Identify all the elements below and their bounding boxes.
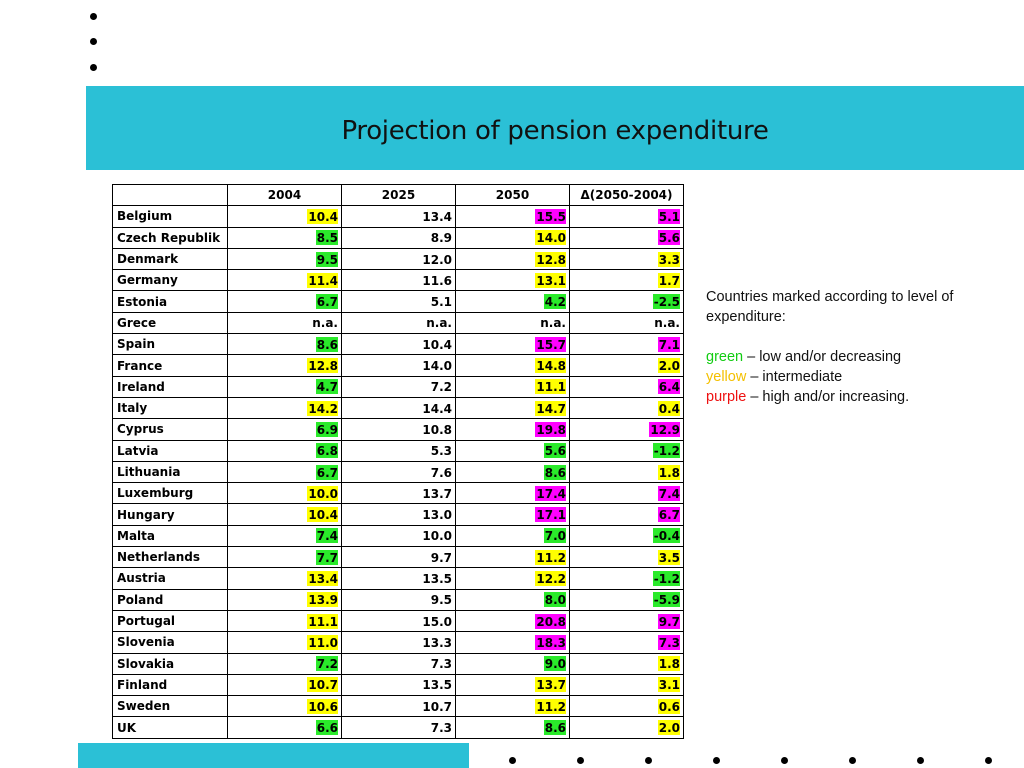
value-cell <box>570 227 684 248</box>
value-cell <box>228 696 342 717</box>
header-cell <box>113 185 228 206</box>
table-row <box>113 610 684 631</box>
country-cell: Grece <box>113 312 228 333</box>
bullet-dot <box>90 64 97 71</box>
value-cell <box>228 589 342 610</box>
value-cell <box>570 270 684 291</box>
bullet-dot <box>781 757 788 764</box>
highlighted-value: -1.2 <box>653 571 680 586</box>
value: 13.5 <box>422 678 452 693</box>
bullet-dot <box>509 757 516 764</box>
bullet-dot <box>917 757 924 764</box>
value-cell <box>228 547 342 568</box>
value: 7.6 <box>430 465 452 480</box>
value-cell <box>228 291 342 312</box>
highlighted-value: 0.4 <box>658 401 680 416</box>
highlighted-value: 13.1 <box>536 273 566 288</box>
value-cell <box>570 547 684 568</box>
highlighted-value: 12.2 <box>536 571 566 586</box>
value-cell <box>342 291 456 312</box>
value-cell <box>570 312 684 333</box>
highlighted-value: 10.4 <box>308 209 338 224</box>
value-cell <box>570 674 684 695</box>
highlighted-value: 10.0 <box>308 486 338 501</box>
highlighted-value: 1.7 <box>658 273 680 288</box>
value-cell <box>342 610 456 631</box>
highlighted-value: 17.1 <box>536 508 566 523</box>
table-row <box>113 717 684 738</box>
highlighted-value: 15.7 <box>536 337 566 352</box>
highlighted-value: 7.0 <box>544 529 566 544</box>
value-cell <box>228 270 342 291</box>
country-cell: Czech Republik <box>113 227 228 248</box>
highlighted-value: 9.5 <box>316 252 338 267</box>
value-cell <box>456 334 570 355</box>
table-row <box>113 227 684 248</box>
highlighted-value: 7.7 <box>316 550 338 565</box>
value-cell <box>342 397 456 418</box>
value-cell <box>456 610 570 631</box>
value: 7.2 <box>430 380 452 395</box>
value-cell <box>456 461 570 482</box>
table-row <box>113 547 684 568</box>
country-cell: Hungary <box>113 504 228 525</box>
value: 10.7 <box>422 699 452 714</box>
table-row <box>113 504 684 525</box>
bullet-dot <box>849 757 856 764</box>
value: n.a. <box>426 316 452 331</box>
highlighted-value: 18.3 <box>536 635 566 650</box>
highlighted-value: 11.1 <box>536 380 566 395</box>
header-cell: Δ(2050-2004) <box>570 185 684 206</box>
value-cell <box>456 696 570 717</box>
highlighted-value: 13.4 <box>308 571 338 586</box>
value: 15.0 <box>422 614 452 629</box>
highlighted-value: 11.2 <box>536 550 566 565</box>
value-cell <box>570 589 684 610</box>
value-cell <box>342 568 456 589</box>
country-cell: Sweden <box>113 696 228 717</box>
highlighted-value: 8.5 <box>316 231 338 246</box>
table-row <box>113 397 684 418</box>
header-cell: 2004 <box>228 185 342 206</box>
table-row <box>113 461 684 482</box>
table-row <box>113 248 684 269</box>
highlighted-value: 4.7 <box>316 380 338 395</box>
value-cell <box>228 717 342 738</box>
value-cell <box>228 227 342 248</box>
legend-color-word: green <box>706 349 744 365</box>
legend <box>706 287 986 407</box>
value-cell <box>228 419 342 440</box>
value-cell <box>228 461 342 482</box>
country-cell: Malta <box>113 525 228 546</box>
value-cell <box>228 674 342 695</box>
table-row <box>113 696 684 717</box>
value-cell <box>342 589 456 610</box>
highlighted-value: 14.2 <box>308 401 338 416</box>
value-cell <box>456 206 570 227</box>
country-cell: Denmark <box>113 248 228 269</box>
value-cell <box>456 355 570 376</box>
highlighted-value: 10.6 <box>308 699 338 714</box>
value-cell <box>456 674 570 695</box>
value-cell <box>456 291 570 312</box>
value: 14.4 <box>422 401 452 416</box>
table-row <box>113 525 684 546</box>
highlighted-value: 9.0 <box>544 657 566 672</box>
value-cell <box>570 525 684 546</box>
value-cell <box>456 525 570 546</box>
bullet-dot <box>90 13 97 20</box>
legend-description: – low and/or decreasing <box>743 349 902 365</box>
table-row <box>113 483 684 504</box>
value: 13.7 <box>422 486 452 501</box>
value-cell <box>570 610 684 631</box>
country-cell: Poland <box>113 589 228 610</box>
value-cell <box>456 419 570 440</box>
value-cell <box>228 376 342 397</box>
value: 8.9 <box>430 231 452 246</box>
highlighted-value: 3.3 <box>658 252 680 267</box>
value-cell <box>342 717 456 738</box>
country-cell: Ireland <box>113 376 228 397</box>
value-cell <box>570 568 684 589</box>
value-cell <box>342 355 456 376</box>
bullet-dot <box>985 757 992 764</box>
value-cell <box>342 674 456 695</box>
highlighted-value: 12.8 <box>308 359 338 374</box>
legend-item-yellow <box>706 367 986 387</box>
value-cell <box>570 461 684 482</box>
highlighted-value: 2.0 <box>658 359 680 374</box>
value-cell <box>570 440 684 461</box>
table-row <box>113 376 684 397</box>
value-cell <box>456 568 570 589</box>
value: 9.7 <box>430 550 452 565</box>
country-cell: Belgium <box>113 206 228 227</box>
highlighted-value: 15.5 <box>536 209 566 224</box>
value-cell <box>570 397 684 418</box>
value-cell <box>456 589 570 610</box>
table-row <box>113 589 684 610</box>
value: 14.0 <box>422 359 452 374</box>
highlighted-value: 8.0 <box>544 593 566 608</box>
highlighted-value: 5.1 <box>658 209 680 224</box>
value-cell <box>342 483 456 504</box>
highlighted-value: 6.7 <box>316 465 338 480</box>
value: 10.0 <box>422 529 452 544</box>
highlighted-value: 8.6 <box>544 721 566 736</box>
highlighted-value: 1.8 <box>658 657 680 672</box>
value-cell <box>570 483 684 504</box>
value-cell <box>228 568 342 589</box>
table-row <box>113 334 684 355</box>
country-cell: Slovakia <box>113 653 228 674</box>
country-cell: Austria <box>113 568 228 589</box>
pension-table <box>112 184 684 739</box>
highlighted-value: 12.9 <box>650 422 680 437</box>
highlighted-value: 6.6 <box>316 721 338 736</box>
highlighted-value: -0.4 <box>653 529 680 544</box>
value-cell <box>342 334 456 355</box>
highlighted-value: 14.7 <box>536 401 566 416</box>
country-cell: UK <box>113 717 228 738</box>
legend-color-word: yellow <box>706 369 747 385</box>
value: n.a. <box>654 316 680 331</box>
country-cell: Spain <box>113 334 228 355</box>
country-cell: Estonia <box>113 291 228 312</box>
header-cell: 2050 <box>456 185 570 206</box>
table-row <box>113 270 684 291</box>
value-cell <box>228 504 342 525</box>
value-cell <box>342 376 456 397</box>
highlighted-value: 14.8 <box>536 359 566 374</box>
highlighted-value: -1.2 <box>653 444 680 459</box>
bottom-band <box>78 743 469 768</box>
value-cell <box>570 355 684 376</box>
value-cell <box>456 653 570 674</box>
legend-item-green <box>706 347 986 367</box>
value: 13.3 <box>422 635 452 650</box>
value-cell <box>570 419 684 440</box>
value-cell <box>570 248 684 269</box>
country-cell: France <box>113 355 228 376</box>
country-cell: Cyprus <box>113 419 228 440</box>
country-cell: Lithuania <box>113 461 228 482</box>
value: 12.0 <box>422 252 452 267</box>
value-cell <box>570 632 684 653</box>
value: 5.3 <box>430 444 452 459</box>
value: 13.4 <box>422 209 452 224</box>
value-cell <box>342 227 456 248</box>
legend-spacer <box>706 327 986 347</box>
value-cell <box>570 376 684 397</box>
value-cell <box>228 610 342 631</box>
value-cell <box>456 717 570 738</box>
value-cell <box>342 312 456 333</box>
value-cell <box>570 504 684 525</box>
highlighted-value: 4.2 <box>544 295 566 310</box>
value-cell <box>342 206 456 227</box>
highlighted-value: 11.0 <box>308 635 338 650</box>
highlighted-value: 5.6 <box>658 231 680 246</box>
value-cell <box>228 440 342 461</box>
value: 7.3 <box>430 657 452 672</box>
value-cell <box>342 653 456 674</box>
highlighted-value: 7.1 <box>658 337 680 352</box>
header-cell: 2025 <box>342 185 456 206</box>
table-row <box>113 291 684 312</box>
highlighted-value: 7.2 <box>316 657 338 672</box>
value-cell <box>342 525 456 546</box>
value-cell <box>456 632 570 653</box>
country-cell: Latvia <box>113 440 228 461</box>
highlighted-value: 5.6 <box>544 444 566 459</box>
value-cell <box>342 461 456 482</box>
highlighted-value: 1.8 <box>658 465 680 480</box>
value-cell <box>228 483 342 504</box>
table-row <box>113 355 684 376</box>
value-cell <box>342 440 456 461</box>
value-cell <box>456 248 570 269</box>
highlighted-value: 9.7 <box>658 614 680 629</box>
table-body <box>113 206 684 738</box>
highlighted-value: 7.3 <box>658 635 680 650</box>
value: 13.5 <box>422 571 452 586</box>
highlighted-value: 6.8 <box>316 444 338 459</box>
highlighted-value: 6.4 <box>658 380 680 395</box>
bullet-dot <box>713 757 720 764</box>
highlighted-value: 7.4 <box>316 529 338 544</box>
value-cell <box>228 397 342 418</box>
value-cell <box>456 312 570 333</box>
value-cell <box>456 270 570 291</box>
highlighted-value: 11.1 <box>308 614 338 629</box>
value-cell <box>342 419 456 440</box>
value-cell <box>342 248 456 269</box>
highlighted-value: -2.5 <box>653 295 680 310</box>
value: n.a. <box>540 316 566 331</box>
value-cell <box>456 397 570 418</box>
value-cell <box>570 334 684 355</box>
highlighted-value: 20.8 <box>536 614 566 629</box>
country-cell: Luxemburg <box>113 483 228 504</box>
value: 10.4 <box>422 337 452 352</box>
value-cell <box>342 632 456 653</box>
value-cell <box>342 270 456 291</box>
legend-description: – high and/or increasing. <box>746 389 910 405</box>
value: 9.5 <box>430 593 452 608</box>
value-cell <box>228 525 342 546</box>
legend-intro: Countries marked according to level of expenditure: <box>706 289 954 325</box>
highlighted-value: 13.9 <box>308 593 338 608</box>
value-cell <box>342 504 456 525</box>
value: 13.0 <box>422 508 452 523</box>
value-cell <box>228 312 342 333</box>
value-cell <box>456 440 570 461</box>
highlighted-value: 11.2 <box>536 699 566 714</box>
legend-item-purple <box>706 387 986 407</box>
highlighted-value: 8.6 <box>316 337 338 352</box>
value-cell <box>456 483 570 504</box>
value-cell <box>228 653 342 674</box>
value-cell <box>570 206 684 227</box>
highlighted-value: 13.7 <box>536 678 566 693</box>
value-cell <box>456 547 570 568</box>
value-cell <box>228 248 342 269</box>
highlighted-value: 14.0 <box>536 231 566 246</box>
legend-color-word: purple <box>706 389 747 405</box>
table-row <box>113 568 684 589</box>
highlighted-value: 2.0 <box>658 721 680 736</box>
title-band <box>86 86 1024 170</box>
value-cell <box>342 547 456 568</box>
country-cell: Portugal <box>113 610 228 631</box>
bullet-dot <box>577 757 584 764</box>
highlighted-value: -5.9 <box>653 593 680 608</box>
highlighted-value: 6.9 <box>316 422 338 437</box>
value-cell <box>228 355 342 376</box>
highlighted-value: 12.8 <box>536 252 566 267</box>
highlighted-value: 6.7 <box>316 295 338 310</box>
highlighted-value: 10.4 <box>308 508 338 523</box>
highlighted-value: 19.8 <box>536 422 566 437</box>
value-cell <box>570 696 684 717</box>
value-cell <box>570 291 684 312</box>
value-cell <box>456 227 570 248</box>
value-cell <box>228 206 342 227</box>
table-row <box>113 674 684 695</box>
country-cell: Germany <box>113 270 228 291</box>
country-cell: Finland <box>113 674 228 695</box>
table-row <box>113 440 684 461</box>
value-cell <box>570 717 684 738</box>
highlighted-value: 3.5 <box>658 550 680 565</box>
value: 5.1 <box>430 295 452 310</box>
highlighted-value: 7.4 <box>658 486 680 501</box>
value-cell <box>342 696 456 717</box>
legend-description: – intermediate <box>746 369 843 385</box>
highlighted-value: 10.7 <box>308 678 338 693</box>
bullet-dot <box>90 38 97 45</box>
country-cell: Netherlands <box>113 547 228 568</box>
highlighted-value: 8.6 <box>544 465 566 480</box>
table-header-row <box>113 185 684 206</box>
value-cell <box>228 632 342 653</box>
highlighted-value: 17.4 <box>536 486 566 501</box>
table-row <box>113 653 684 674</box>
table-row <box>113 419 684 440</box>
value: 10.8 <box>422 422 452 437</box>
highlighted-value: 3.1 <box>658 678 680 693</box>
slide-title: Projection of pension expenditure <box>341 116 769 146</box>
table-row <box>113 312 684 333</box>
highlighted-value: 11.4 <box>308 273 338 288</box>
value: 7.3 <box>430 721 452 736</box>
value: 11.6 <box>422 273 452 288</box>
table-row <box>113 206 684 227</box>
value-cell <box>456 504 570 525</box>
highlighted-value: 0.6 <box>658 699 680 714</box>
value-cell <box>228 334 342 355</box>
country-cell: Italy <box>113 397 228 418</box>
value: n.a. <box>312 316 338 331</box>
value-cell <box>570 653 684 674</box>
bullet-dot <box>645 757 652 764</box>
value-cell <box>456 376 570 397</box>
table-row <box>113 632 684 653</box>
country-cell: Slovenia <box>113 632 228 653</box>
highlighted-value: 6.7 <box>658 508 680 523</box>
